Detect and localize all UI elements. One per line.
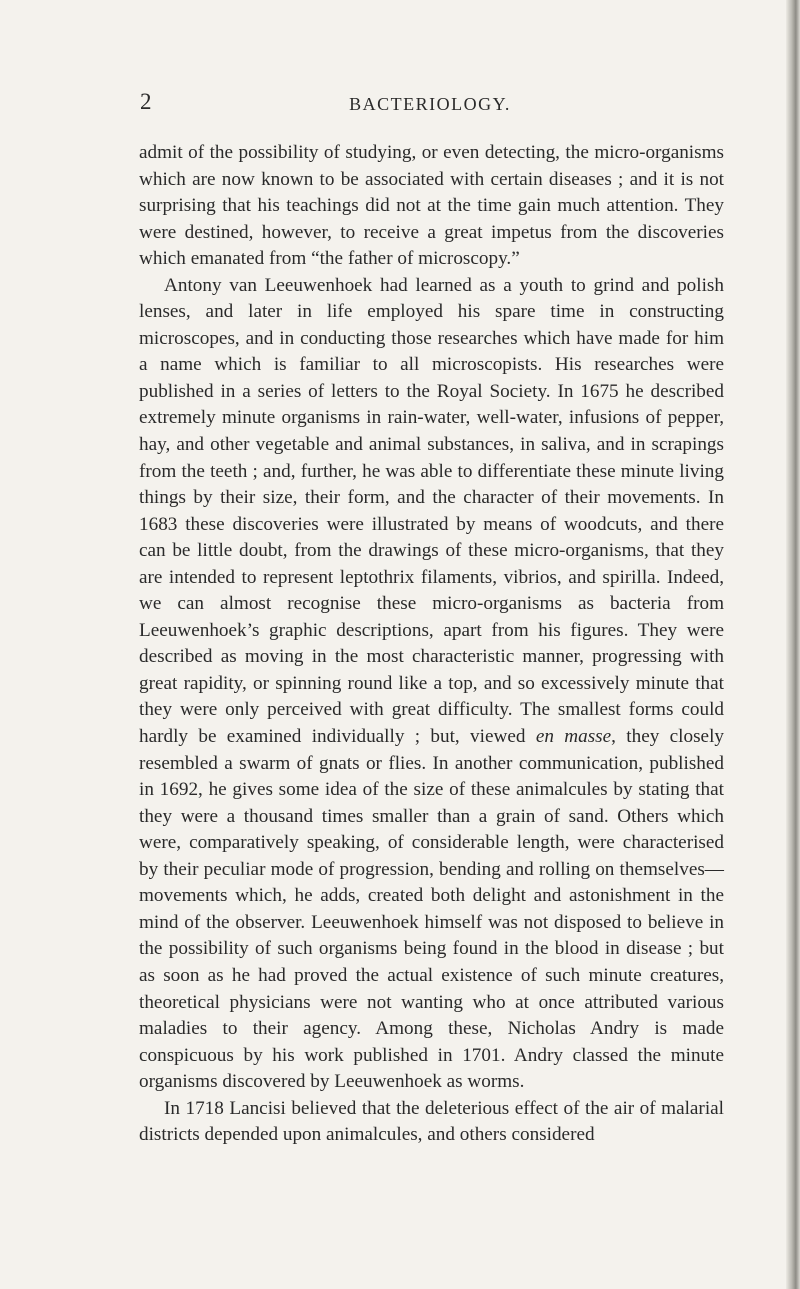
- paragraph-2: [139, 273, 724, 1096]
- italic-phrase: en masse: [535, 726, 612, 748]
- paragraph-1: [139, 140, 724, 273]
- paragraph-2-text-continued: , they closely resembled a swarm of gnats or flies. In another communication, published in 1692, he gives some idea of the size of these animalcules by stating that they were a thousand times smaller than a grain of sand. Others which were, comparatively speaking, of considerable length, were characterised by their peculiar mode of progression, bending and rolling on themselves—movements which, he adds, created both delight and astonishment in the mind of the observer. Leeuwenhoek himself was not disposed to believe in the possibility of such organisms being found in the blood in disease ; but as soon as he had proved the actual existence of such minute creatures, theoretical physicians were not wanting who at once attributed various maladies to their agency. Among these, Nicholas Andry is made conspicuous by his work published in 1701. Andry classed the minute organisms discovered by Leeuwenhoek as worms.: [139, 726, 724, 1093]
- page-header: [140, 88, 720, 118]
- running-head: BACTERIOLOGY.: [349, 94, 511, 114]
- paragraph-1-text: admit of the possibility of studying, or even detecting, the micro-organisms which are now known to be associated with certain diseases ; and it is not surprising that his teachings did not at the time gain much attention. They were destined, however, to receive a great impetus from the discoveries which emanated from “the father of microscopy.”: [139, 142, 724, 270]
- paragraph-2-text: Antony van Leeuwenhoek had learned as a youth to grind and polish lenses, and later in life employed his spare time in constructing microscopes, and in conducting those researches which have made for him a name which is familiar to all microscopists. His researches were published in a series of letters to the Royal Society. In 1675 he described extremely minute organisms in rain-water, well-water, infusions of pepper, hay, and other vegetable and animal substances, in saliva, and in scrapings from the teeth ; and, further, he was able to differentiate these minute living things by their size, their form, and the character of their movements. In 1683 these discoveries were illustrated by means of woodcuts, and there can be little doubt, from the drawings of these micro-organisms, that they are intended to represent leptothrix filaments, vibrios, and spirilla. Indeed, we can almost recognise these micro-organisms as bacteria from Leeuwenhoek’s graphic descriptions, apart from his figures. They were described as moving in the most characteristic manner, progressing with great rapidity, or spinning round like a top, and so excessively minute that they were only perceived with great difficulty. The smallest forms could hardly be examined individually ; but, viewed: [139, 274, 724, 748]
- page-edge-shadow: [786, 0, 800, 1289]
- paragraph-3-text: In 1718 Lancisi believed that the deleterious effect of the air of malarial districts depended upon animalcules, and others considered: [139, 1097, 724, 1146]
- page-number: 2: [140, 89, 152, 114]
- body-text: [139, 140, 724, 1149]
- paragraph-3: [139, 1096, 724, 1149]
